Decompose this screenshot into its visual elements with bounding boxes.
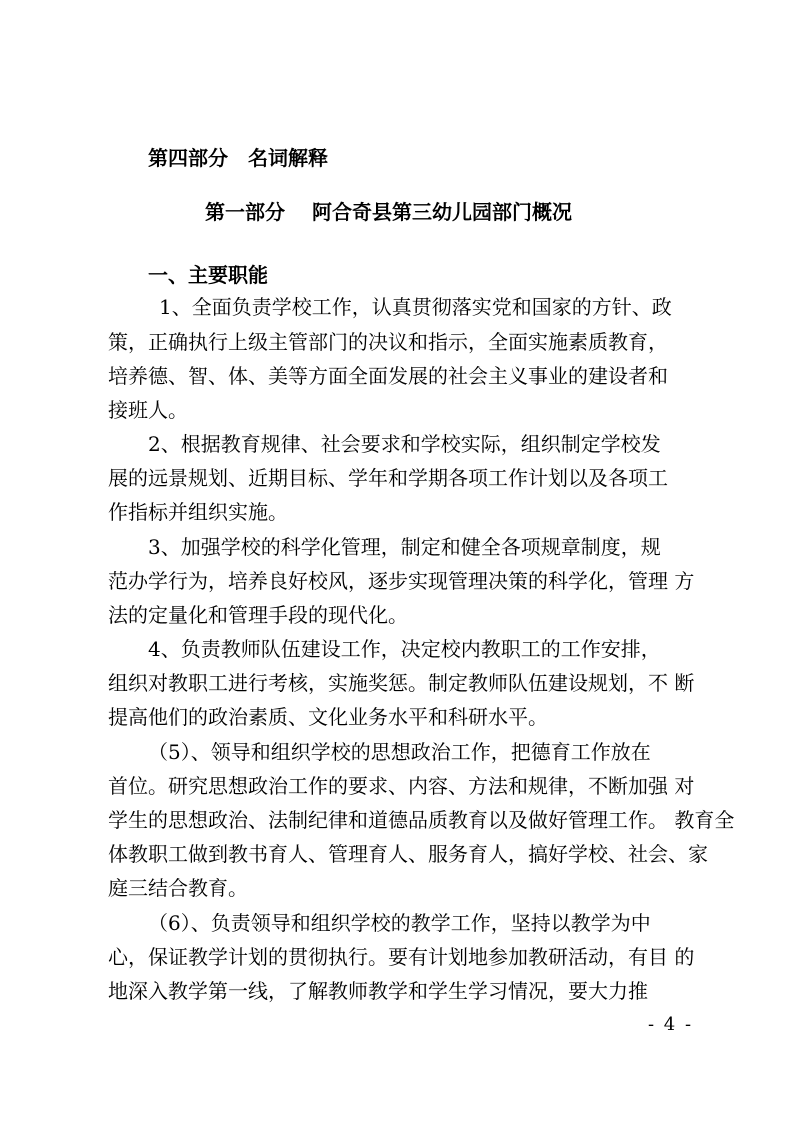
section1-heading: 一、主要职能 <box>148 263 268 287</box>
body-line: 心，保证教学计划的贯彻执行。要有计划地参加教研活动，有目 的 <box>108 945 695 969</box>
body-line: 4、负责教师队伍建设工作，决定校内教职工的工作安排， <box>148 637 661 661</box>
body-line: 1、全面负责学校工作，认真贯彻落实党和国家的方针、政 <box>159 295 672 319</box>
body-line: 提高他们的政治素质、文化业务水平和科研水平。 <box>108 705 548 729</box>
part4-heading: 第四部分 名词解释 <box>148 146 328 170</box>
body-line: 展的远景规划、近期目标、学年和学期各项工作计划以及各项工 <box>108 466 668 490</box>
body-line: （5）、领导和组织学校的思想政治工作，把德育工作放在 <box>148 740 651 764</box>
body-line: 组织对教职工进行考核，实施奖惩。制定教师队伍建设规划，不 断 <box>108 671 695 695</box>
body-line: 策，正确执行上级主管部门的决议和指示，全面实施素质教育， <box>108 330 668 354</box>
part1-heading: 第一部分 阿合奇县第三幼儿园部门概况 <box>205 200 572 224</box>
body-line: 作指标并组织实施。 <box>108 500 288 524</box>
body-line: 2、根据教育规律、社会要求和学校实际，组织制定学校发 <box>148 432 661 456</box>
body-line: 接班人。 <box>108 398 188 422</box>
body-line: 首位。研究思想政治工作的要求、内容、方法和规律，不断加强 对 <box>108 774 695 798</box>
body-line: 庭三结合教育。 <box>108 876 248 900</box>
body-line: 学生的思想政治、法制纪律和道德品质教育以及做好管理工作。 教育全 <box>108 808 735 832</box>
body-line: 3、加强学校的科学化管理，制定和健全各项规章制度，规 <box>148 535 661 559</box>
body-line: 范办学行为，培养良好校风，逐步实现管理决策的科学化，管理 方 <box>108 569 695 593</box>
body-line: 法的定量化和管理手段的现代化。 <box>108 603 408 627</box>
body-line: 体教职工做到教书育人、管理育人、服务育人，搞好学校、社会、家 <box>108 842 708 866</box>
page-number: - 4 - <box>648 1014 694 1035</box>
body-line: 培养德、智、体、美等方面全面发展的社会主义事业的建设者和 <box>108 364 668 388</box>
body-line: 地深入教学第一线，了解教师教学和学生学习情况，要大力推 <box>108 979 648 1003</box>
body-line: （6）、负责领导和组织学校的教学工作，坚持以教学为中 <box>148 911 651 935</box>
